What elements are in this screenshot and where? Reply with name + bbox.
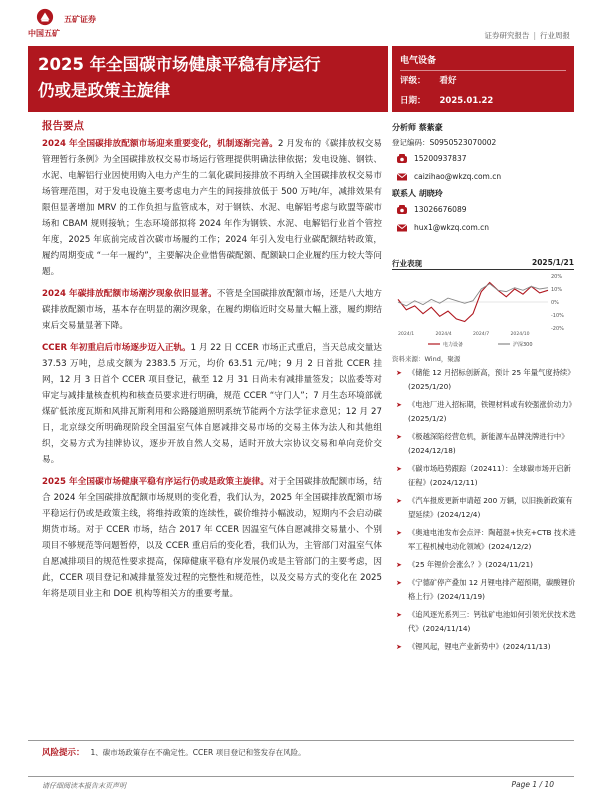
chart-series-line	[398, 284, 548, 306]
analyst-email	[392, 168, 574, 186]
risk-divider	[28, 740, 574, 741]
related-report-item[interactable]: ➤ 《储能 12 月招标创新高，预计 25 年量气度持续》(2025/1/20)	[396, 366, 576, 394]
summary-paragraph	[42, 136, 382, 280]
chart-y-tick-label: -10%	[551, 313, 564, 319]
related-report-item[interactable]: ➤ 《追风逐光系列三：钙钛矿电池如何引领光伏技术迭代》(2024/11/14)	[396, 608, 576, 636]
email-address[interactable]: caizihao@wkzq.com.cn	[414, 172, 502, 181]
chart-source: 资料来源：Wind，聚源	[392, 355, 461, 363]
chart-legend-label: 沪深300	[513, 342, 533, 348]
chart-header	[392, 258, 574, 270]
risk-text: 1、碳市场政策存在不确定性。CCER 项目登记和签发存在风险。	[90, 748, 306, 757]
phone-icon	[396, 153, 408, 165]
related-report-item[interactable]: ➤ 《电池厂进入招标期，铁锂材料或有较强涨价动力》(2025/1/2)	[396, 398, 576, 426]
rating-box	[392, 46, 574, 112]
paragraph-body: 不管是全国碳排放配额市场，还是八大地方碳排放配额市场，基本存在明显的潮汐现象，在履约期临近时交易量大幅上涨，履约期结束后交易量显著下降。	[42, 289, 382, 331]
rating-row	[400, 71, 566, 91]
footer-divider	[28, 776, 574, 777]
summary-paragraph	[42, 286, 382, 334]
chart-x-tick-label: 2024/1	[398, 332, 415, 337]
risk-warning	[42, 746, 306, 758]
contact-email	[392, 219, 574, 237]
phone-number: 13026676089	[414, 205, 467, 214]
company-name: 五矿证券	[64, 15, 96, 24]
summary-body	[42, 136, 382, 608]
page-current: 1	[532, 780, 538, 789]
page-word: Page	[511, 780, 530, 789]
chart-legend-label: 电力设备	[443, 342, 464, 348]
chart-y-tick-label: 20%	[551, 274, 563, 280]
analyst-phone	[392, 150, 574, 168]
paragraph-body: 对于全国碳排放配额市场，结合 2024 年全国碳排放配额市场规则的变化看，我们认为，2025 年全国碳排放配额市场平稳运行仍或是政策主线，将维持政策的连续性，碳价维持小幅波动，短期内不会启动碳期货市场。对于 CCER 市场，结合 2017 年 CCER 因温室气体自愿减排交易量小、个别项目不够规范等问题暂停，以及 CCER 重启后的变化看，我们认为，主管部门对温室气体自愿减排项目的规范性要求提高，保障健康平稳有序发展仍或是主管部门的主要考虑，因此，CCER 项目登记和减排量签发过程的完整性和规范性，以及交易方式的变化在 2025 年将是项目业主和 DOE 机构等相关方的重要考量。	[42, 477, 382, 599]
paragraph-lead: 2025 年全国碳市场健康平稳有序运行仍或是政策主旋律。	[42, 477, 270, 487]
email-icon	[396, 222, 408, 234]
summary-paragraph	[42, 474, 382, 602]
related-report-item[interactable]: ➤ 《锂风起，锂电产业新势中》(2024/11/13)	[396, 640, 576, 654]
minmetals-logo-icon	[36, 8, 54, 26]
page-total: / 10	[539, 780, 554, 789]
chart-y-tick-label: 0%	[551, 300, 559, 306]
phone-icon	[396, 204, 408, 216]
related-report-item[interactable]: ➤ 《宁德矿停产叠加 12 月锂电排产超预期，碳酸锂价格上行》(2024/11/19)	[396, 576, 576, 604]
rating-value: 看好	[439, 76, 457, 86]
chart-y-tick-label: -20%	[551, 326, 564, 332]
paragraph-body: 1 月 22 日 CCER 市场正式重启，当天总成交量达 37.53 万吨，总成交额为 2383.5 万元，均价 63.51 元/吨；9 月 2 日首批 CCER 挂网，12 月 3 日首个 CCER 项目登记，截至 12 月 31 日尚未有减排量签发；以监委等对审定与减排量核查机构和核查员要求进行明确，规范 CCER “守门人”；7 月生态环境部就煤矿低浓度瓦斯和风排瓦斯利用和公路隧道照明系统节能两个方法学征求意见；12 月 27 日，北京绿交所明确现阶段全国温室气体自愿减排交易市场的交易主体为法人和其他组织，交易方式为挂牌协议，逐步开放自然人交易，适时开放大宗协议交易和单向竞价交易。	[42, 343, 382, 465]
disclaimer-note: 请仔细阅读本报告末页声明	[42, 782, 126, 790]
chart-x-tick-label: 2024/7	[473, 332, 490, 337]
analyst-registration	[392, 135, 574, 150]
registration-label: 登记编码：	[392, 138, 430, 147]
risk-label: 风险提示：	[42, 748, 85, 758]
contact-heading: 联系人 胡晓玲	[392, 189, 443, 198]
related-report-item[interactable]: ➤ 《奥迪电池发布会点评：陶超混+快充+CTB 技术进军工程机械电动化领域》(2024/12/2)	[396, 526, 576, 554]
related-report-item[interactable]: ➤ 《汽车报废更新申请超 200 万辆，以旧换新政策有望延续》(2024/12/4)	[396, 494, 576, 522]
chart-y-tick-label: 10%	[551, 287, 563, 293]
industry-performance-chart	[392, 272, 574, 352]
related-reports-list	[396, 366, 576, 658]
paragraph-lead: 2024 年全国碳排放配额市场迎来重要变化，机制逐渐完善。	[42, 139, 279, 149]
date-value: 2025.01.22	[439, 96, 494, 106]
email-address[interactable]: hux1@wkzq.com.cn	[414, 223, 490, 232]
date-row	[400, 91, 566, 111]
chart-x-tick-label: 2024/10	[510, 332, 530, 337]
logo-chinese-text: 中国五矿	[28, 29, 60, 38]
paragraph-lead: CCER 年初重启后市场逐步迈入正轨。	[42, 343, 191, 353]
page-number	[511, 780, 554, 789]
report-title-line-2: 仍或是政策主旋律	[38, 81, 170, 100]
chart-date: 2025/1/21	[531, 258, 574, 267]
summary-paragraph	[42, 340, 382, 468]
chart-title: 行业表现	[392, 259, 422, 268]
related-report-item[interactable]: ➤ 《碳市场趋势跟踪（202411）：全球碳市场开启新征程》(2024/12/11)	[396, 462, 576, 490]
report-title-line-1: 2025 年全国碳市场健康平稳有序运行	[38, 55, 321, 74]
rating-label: 评级：	[400, 76, 426, 86]
summary-heading: 报告要点	[42, 120, 84, 132]
title-band	[28, 46, 388, 112]
page-header	[0, 0, 600, 44]
related-report-item[interactable]: ➤ 《25 年锂价会涨么？》(2024/11/21)	[396, 558, 576, 572]
chart-x-tick-label: 2024/4	[435, 332, 452, 337]
report-meta: 证券研究报告 | 行业周报	[484, 31, 570, 40]
report-category: 行业周报	[540, 31, 570, 40]
paragraph-body: 2 月发布的《碳排放权交易管理暂行条例》为全国碳排放权交易市场运行管理提供明确法律依据；发电设施、钢铁、水泥、电解铝行业因使用购入电力产生的二氧化碳间接排放不再纳入全国碳排放权交易市场管理范围，对于发电设施主要考虑电力产生的间接排放低于 500 万吨/年，减排效果有限但显著增加 MRV 的工作负担与监管成本，对于钢铁、水泥、电解铝考虑与欧盟等碳市场和 CBAM 规则接轨；生态环境部拟将 2024 年作为钢铁、水泥、电解铝行业首个管控年度，2025 年底前完成首次碳市场履约工作；2024 年引入发电行业碳配额结转政策，履约周期变成 “一年一履约”，主要解决企业惜售碳配额、配额缺口企业履约压力较大等问题。	[42, 139, 382, 277]
contact-phone	[392, 201, 574, 219]
email-icon	[396, 171, 408, 183]
related-report-item[interactable]: ➤ 《极越深陷经营危机，新能源车品牌洗牌进行中》(2024/12/18)	[396, 430, 576, 458]
sector-name: 电气设备	[400, 51, 566, 71]
analyst-heading: 分析师 蔡紫豪	[392, 123, 443, 132]
paragraph-lead: 2024 年碳排放配额市场潮汐现象依旧显著。	[42, 289, 217, 299]
registration-number: S0950523070002	[429, 138, 497, 147]
analyst-panel	[392, 120, 574, 237]
company-logo	[28, 8, 138, 38]
date-label: 日期：	[400, 96, 426, 106]
report-type: 证券研究报告	[484, 31, 530, 40]
phone-number: 15200937837	[414, 154, 467, 163]
